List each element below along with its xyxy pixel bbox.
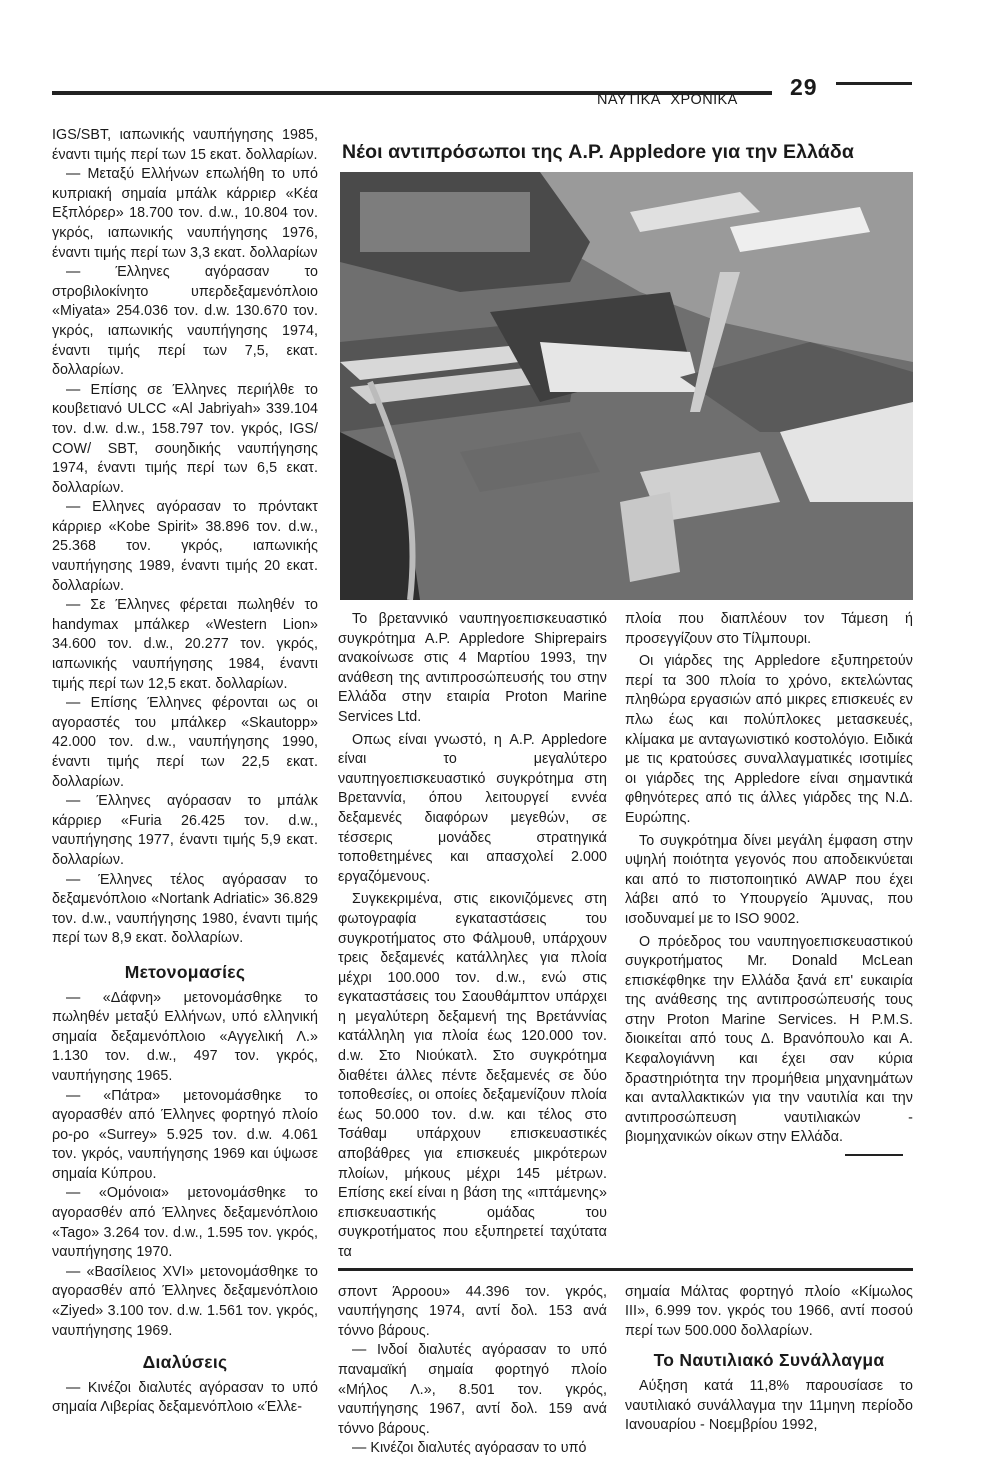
right-text-area [338, 610, 913, 1459]
paragraph: — Έλληνες αγόρασαν το μπάλκ κάρριερ «Furia 26.425 τον. d.w., ναυπήγησης 1977, έναντι τιμής 5,9 εκατ. δολλαρίων. [52, 793, 318, 868]
paragraph: — Κινέζοι διαλυτές αγόρασαν το υπό σημαία Λιβερίας δεξαμενόπλοιο «Έλλε- [52, 1379, 318, 1416]
paragraph: Οπως είναι γνωστό, η A.P. Appledore είναι το μεγαλύτερο ναυπηγοεπισκευαστικό συγκρότημα στη Βρετανvία, όπου λειτουργεί εννέα δεξαμενές διαφόρων μεγεθών, σε τέσσερις μονάδες στρατηγικά τοποθετημένες και απασχολεί 2.000 εργαζόμενους. [338, 731, 607, 885]
paragraph: Ο πρόεδρος του ναυπηγοεπισκευαστικού συγκροτήματος Mr. Donald McLean επισκέφθηκε την Ελλάδα ξανά επ' ευκαιρία της ανάθεσης της αντιπροσώπευσής τους στην Proton Marine Services. Η P.M.S. διοικείται από τους Δ. Βρανόπουλο και Α. Κεφαλογιάννη και έχει σαν κύρια δραστηριότητα την προμήθεια μηχανημάτων και ανταλλακτικών για την ναυτιλία και την αντιπροσώπευση ναυτιλιακών - βιομηχανικών οίκων στην Ελλάδα. [625, 933, 913, 1146]
paragraph: Το βρεταννικό ναυπηγοεπισκευαστικό συγκρότημα A.P. Appledore Shiprepairs ανακοίνωσε στις 4 Μαρτίου 1993, την ανάθεση της αντιπροσώπευσής του στην Ελλάδα στην εταιρία Proton Marine Services Ltd. [338, 611, 607, 725]
article-columns [338, 610, 913, 1263]
paragraph: — «Ομόνοια» μετονομάσθηκε το αγορασθέν από Έλληνες δεξαμενόπλοιο «Tago» 3.264 τον. d.w., 1.595 τον. γκρός, ναυπήγησης 1970. [52, 1185, 318, 1261]
paragraph: — «Δάφνη» μετονομάσθηκε το πωληθέν μεταξύ Ελλήνων, υπό ελληνική σημαία δεξαμενόπλοιο «Αγγελική Λ.» 1.130 τον. d.w., 497 τον. γκρός, ναυπήγησης 1965. [52, 989, 318, 1084]
paragraph: — Ελληνες αγόρασαν το πρόντακτ κάρριερ «Kobe Spirit» 38.896 τον. d.w., 25.368 τον. γκρός, ιαπωνικής ναυπήγησης 1989, έναντι τιμής 20 εκατ. δολλαρίων. [52, 499, 318, 594]
article-title: Νέοι αντιπρόσωποι της A.P. Appledore για την Ελλάδα [342, 141, 854, 163]
section-heading-scrapping: Διαλύσεις [142, 1352, 228, 1373]
section-heading-shipping-exchange: Το Ναυτιλιακό Συνάλλαγμα [653, 1350, 885, 1371]
article-end-mark [845, 1154, 903, 1156]
paragraph: — «Βασίλειος XVI» μετονομάσθηκε το αγορασθέν από Έλληνες δεξαμενόπλοιο «Ziyed» 3.100 τον. d.w. 1.561 τον. γκρός, ναυπήγησης 1969. [52, 1263, 318, 1339]
lower-columns [338, 1283, 913, 1459]
article-bottom-rule [338, 1268, 913, 1271]
article-right-column [625, 610, 913, 1156]
paragraph: — Επίσης σε Έλληνες περιήλθε το κουβετιανό ULCC «Al Jabriyah» 339.104 τον. d.w. d.w., 158.797 τον. γκρός, IGS/ COW/ SBT, σουηδικής ναυπήγησης 1974, έναντι τιμής περί των 6,5 εκατ. δολλαρίων. [52, 381, 318, 496]
paragraph: — Κινέζοι διαλυτές αγόρασαν το υπό [352, 1440, 587, 1457]
paragraph: — Ινδοί διαλυτές αγόρασαν το υπό παναμαϊκή σημαία φορτηγό πλοίο «Μήλος Λ.», 8.501 τον. γκρός, ναυπήγησης 1967, αντί δολ. 159 ανά τόννο βάρους. [338, 1342, 607, 1437]
page-number: 29 [790, 74, 818, 100]
paragraph: IGS/SBT, ιαπωνικής ναυπήγησης 1985, έναντι τιμής περί των 15 εκατ. δολλαρίων. [52, 127, 318, 163]
lower-right-column [625, 1283, 913, 1436]
shipyard-aerial-photo [340, 172, 913, 600]
publication-name: ΝΑΥΤΙΚΑ ΧΡΟΝΙΚΑ [597, 92, 738, 108]
header-rule-right [836, 82, 912, 85]
paragraph: — «Πάτρα» μετονομάσθηκε το αγορασθέν από Έλληνες φορτηγό πλοίο ρο-ρο «Surrey» 5.925 τον. d.w. 4.061 τον. γκρός, ναυπήγησης 1969 και ύψωσε σημαία Κύπρου. [52, 1087, 318, 1182]
section-heading-renames: Μετονομασίες [124, 961, 246, 982]
paragraph: Οι γιάρδες της Appledore εξυπηρετούν περί τα 300 πλοία το χρόνο, εκτελώντας πληθώρα εργασιών από μικρες επισκευές εν πλω έως και πολύπλοκες μετασκευές, κλίμακα με ανταγωνιστικό κοστολόγιο. Ειδικά με τις κρατούσες συναλλαγματικές ισοτιμίες οι γιάρδες της Appledore είναι σημαντικά φθηνότερες από τις άλλες γιάρδες της Ν.Δ. Ευρώπης. [625, 653, 913, 826]
paragraph: — Μεταξύ Ελλήνων επωλήθη το υπό κυπριακή σημαία μπάλκ κάρριερ «Κέα Εξπλόρερ» 18.700 τον. d.w., 10.804 τον. γκρός, ιαπωνικής ναυπήγησης 1976, έναντι τιμής περί των 3,3 εκατ. δολλαρίων [52, 166, 318, 261]
paragraph: Αύξηση κατά 11,8% παρουσίασε το ναυτιλιακό συνάλλαγμα την 11μηνη περίοδο Ιανουαρίου - Νοεμβρίου 1992, [625, 1377, 913, 1434]
paragraph: — Έλληνες αγόρασαν το στροβιλοκίνητο υπερδεξαμενόπλοιο «Miyata» 254.036 τον. d.w. 130.670 τον. γκρός, ιαπωνικής ναυπήγησης 1974, έναντι τιμής περί των 7,5, εκατ. δολλαρίων. [52, 264, 318, 379]
lower-middle-column [338, 1283, 607, 1459]
paragraph: σημαία Μάλτας φορτηγό πλοίο «Κίμωλος III», 6.999 τον. γκρός του 1966, αντί ποσού περί των 500.000 δολλαρίων. [625, 1283, 913, 1339]
paragraph: Το συγκρότημα δίνει μεγάλη έμφαση στην υψηλή ποιότητα γεγονός που αποδεικνύεται και από το πιστοποιητικό AWAP που έχει λάβει από το Υπουργείο Άμυνας, που ισοδυναμεί με το ISO 9002. [625, 832, 913, 927]
paragraph: πλοία που διαπλέουν τον Τάμεση ή προσεγγίζουν στο Τίλμπουρι. [625, 611, 913, 647]
paragraph: — Έλληνες τέλος αγόρασαν το δεξαμενόπλοιο «Nortank Adriatic» 36.829 τον. d.w., ναυπήγησης 1980, έναντι τιμής περί των 8,9 εκατ. δολλαρίων. [52, 871, 318, 947]
paragraph: — Σε Έλληνες φέρεται πωληθέν το handymax μπάλκερ «Western Lion» 34.600 τον. d.w., 20.277 τον. γκρός, ιαπωνικής ναυπήγησης 1984, έναντι τιμής περί των 12,5 εκατ. δολλαρίων. [52, 597, 318, 692]
paragraph: Συγκεκριμένα, στις εικονιζόμενες στη φωτογραφία εγκαταστάσεις του συγκροτήματος στο Φάλμουθ, υπάρχουν τρεις δεξαμενές κατάλληλες για πλοία μέχρι 100.000 τον. d.w., ενώ στις εγκαταστάσεις του Σαουθάμπτον υπάρχει η μεγαλύτερη δεξαμενή της Βρετάννίας κατάλληλη για πλοία έως 120.000 τον. d.w. Στο Νιούκατλ. Στο συγκρότημα διαθέτει άλλες πέντε δεξαμενές σε δύο τοποθεσίες, οι οποίες δεξαμενίζουν πλοία έως 50.000 τον. d.w. και τέλος στο Τσάθαμ υπάρχουν επισκευαστικές αποβάθρες για επισκευές μικρότερων πλοίων, μήκους μέχρι 145 μέτρων. Επίσης εκεί είναι η βάση της «ιπτάμενης» επισκευαστικής ομάδας του συγκροτήματος που εξυπηρετεί ταχύτατα τα [338, 891, 607, 1260]
article-middle-column [338, 610, 607, 1263]
paragraph: σποντ Άρροου» 44.396 τον. γκρός, ναυπήγησης 1974, αντί δολ. 153 ανά τόννο βάρους. [338, 1283, 607, 1339]
left-column [52, 126, 318, 1418]
paragraph: — Επίσης Έλληνες φέρονται ως οι αγοραστές του μπάλκερ «Skautopp» 42.000 τον. d.w., ναυπήγησης 1990, έναντι τιμής περί των 22,5 εκατ. δολλαρίων. [52, 695, 318, 790]
